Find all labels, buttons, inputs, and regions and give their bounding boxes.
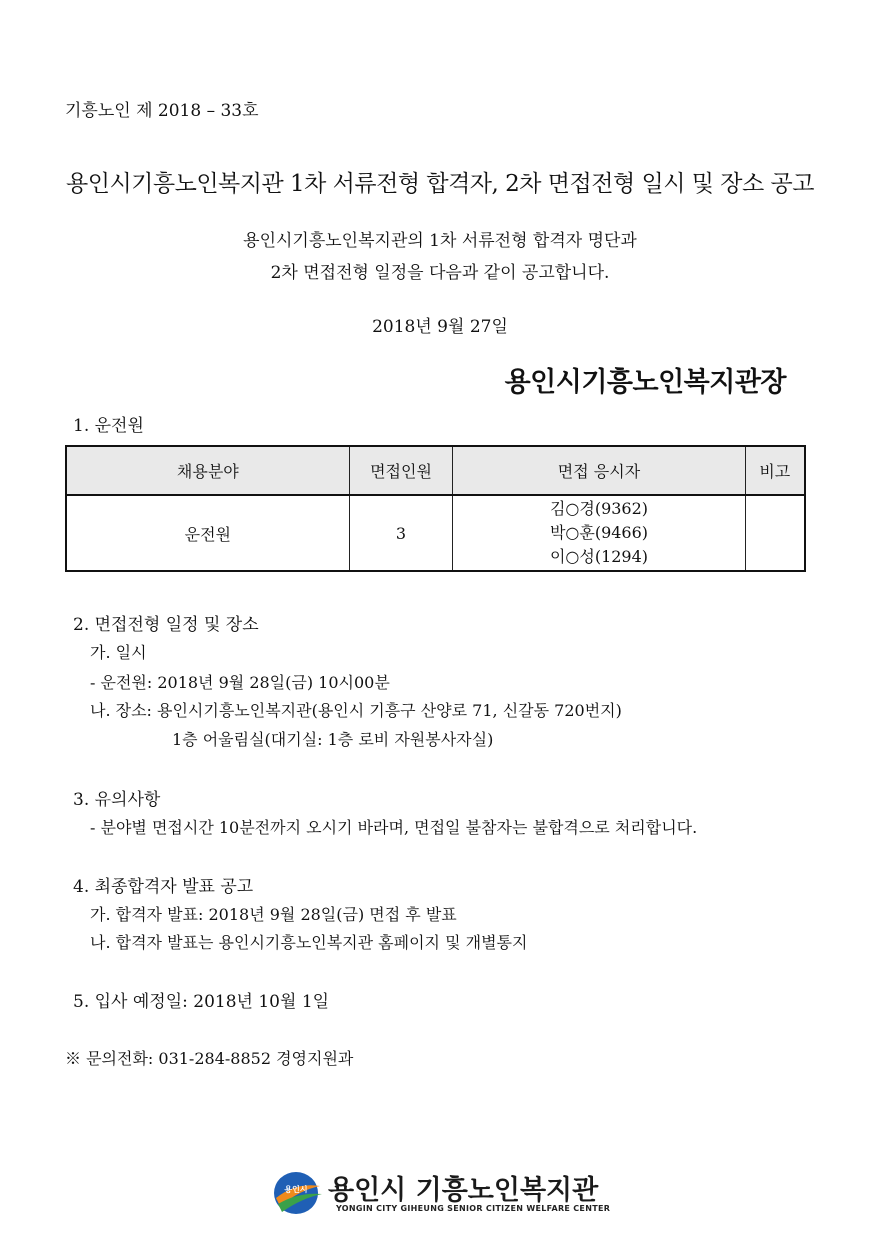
schedule-label: 가. 일시 [90, 643, 147, 662]
schedule-item: - 운전원: 2018년 9월 28일(금) 10시00분 [90, 673, 390, 692]
welfare-center-emblem [270, 1168, 326, 1218]
cell-note [745, 495, 805, 571]
footer-logo [270, 1168, 611, 1218]
logo-title: 용인시 기흥노인복지관 [328, 1175, 599, 1206]
section-1-heading: 1. 운전원 [73, 416, 144, 436]
header-field: 채용분야 [66, 446, 349, 495]
section-2-heading: 2. 면접전형 일정 및 장소 [73, 615, 259, 635]
intro-line-1: 용인시기흥노인복지관의 1차 서류전형 합격자 명단과 [243, 231, 637, 251]
director-signature: 용인시기흥노인복지관장 [504, 367, 786, 398]
cell-field: 운전원 [66, 495, 349, 571]
announcement-item-a: 가. 합격자 발표: 2018년 9월 28일(금) 면접 후 발표 [90, 905, 457, 924]
candidate-3: 이○성(1294) [549, 547, 649, 566]
candidate-2: 박○훈(9466) [549, 523, 649, 542]
hiring-table [65, 445, 806, 572]
location-line-1: 나. 장소: 용인시기흥노인복지관(용인시 기흥구 산양로 71, 신갈동 720번지) [90, 701, 622, 720]
intro-line-2: 2차 면접전형 일정을 다음과 같이 공고합니다. [270, 263, 610, 283]
announcement-date: 2018년 9월 27일 [372, 317, 508, 337]
document-number: 기흥노인 제 2018 – 33호 [65, 101, 259, 121]
page-title: 용인시기흥노인복지관 1차 서류전형 합격자, 2차 면접전형 일시 및 장소 공고 [66, 171, 814, 197]
header-candidates: 면접 응시자 [453, 446, 745, 495]
section-3-heading: 3. 유의사항 [73, 790, 161, 810]
location-line-2: 1층 어울림실(대기실: 1층 로비 자원봉사자실) [172, 730, 494, 749]
announcement-item-b: 나. 합격자 발표는 용인시기흥노인복지관 홈페이지 및 개별통지 [90, 933, 528, 952]
section-5-heading: 5. 입사 예정일: 2018년 10월 1일 [73, 992, 330, 1012]
cell-count: 3 [349, 495, 453, 571]
emblem-text: 용인시 [284, 1185, 308, 1194]
table-row [66, 495, 805, 571]
section-4-heading: 4. 최종합격자 발표 공고 [73, 877, 254, 897]
logo-subtitle: YONGIN CITY GIHEUNG SENIOR CITIZEN WELFARE CENTER [336, 1204, 611, 1213]
cell-candidates [453, 495, 745, 571]
candidate-1: 김○경(9362) [549, 499, 649, 518]
header-count: 면접인원 [349, 446, 453, 495]
table-header-row [66, 446, 805, 495]
header-note: 비고 [745, 446, 805, 495]
notice-item: - 분야별 면접시간 10분전까지 오시기 바라며, 면접일 불참자는 불합격으로 처리합니다. [90, 818, 698, 837]
contact-info: ※ 문의전화: 031-284-8852 경영지원과 [65, 1049, 354, 1068]
